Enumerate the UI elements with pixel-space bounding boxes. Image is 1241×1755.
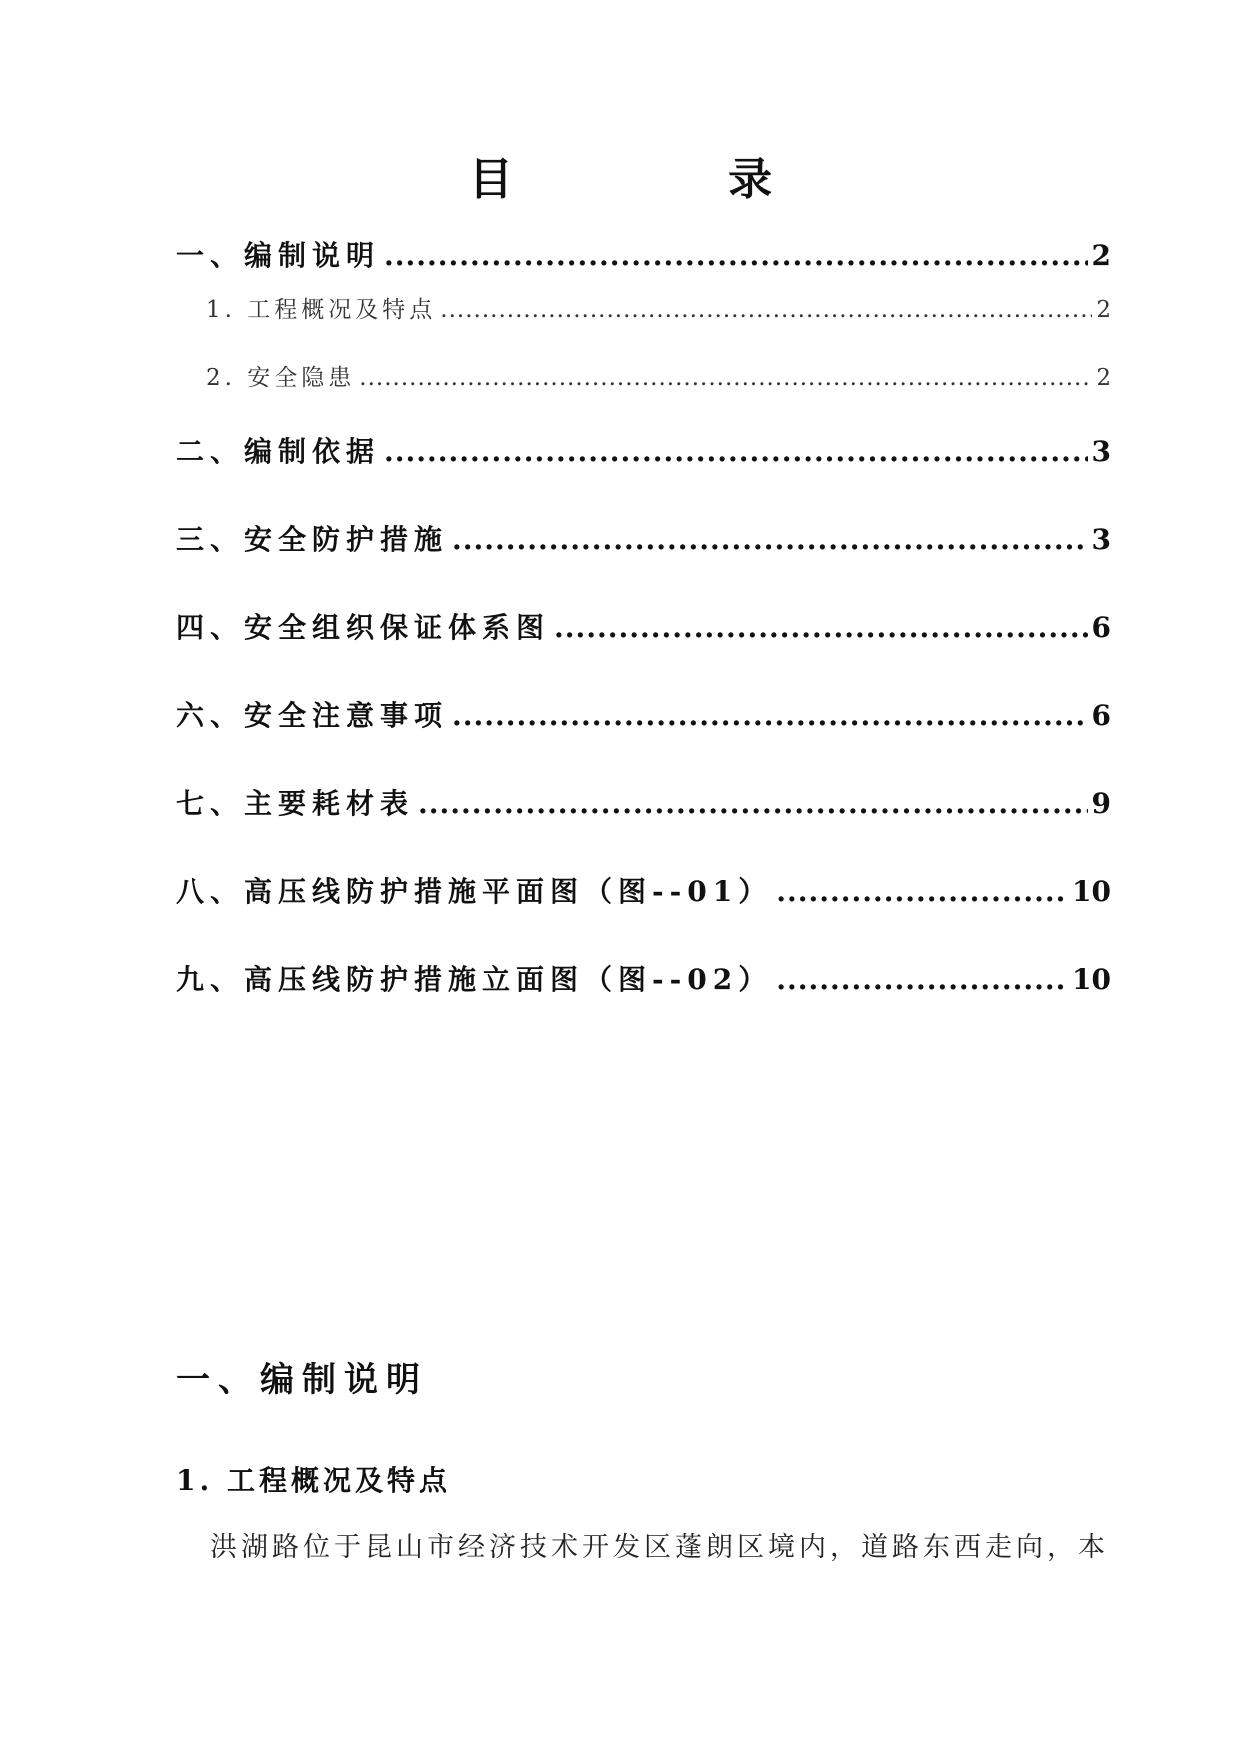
toc-leader-dots [452, 696, 1088, 736]
toc-entry-label: 九、高压线防护措施立面图（图--02） [176, 963, 773, 996]
toc-entry-page: 6 [1091, 611, 1111, 644]
toc-entry[interactable] [176, 608, 1111, 648]
toc-leader-dots [359, 361, 1092, 395]
toc-entry-label: 四、安全组织保证体系图 [176, 611, 551, 644]
toc-entry-page: 3 [1091, 435, 1111, 468]
toc-entry-page: 10 [1072, 963, 1111, 996]
toc-entry-page: 10 [1072, 875, 1111, 908]
toc-subentry[interactable] [176, 361, 1111, 395]
toc-entry-label: 六、安全注意事项 [176, 699, 449, 732]
toc-entry-label: 二、编制依据 [176, 435, 381, 468]
toc-leader-dots [554, 608, 1088, 648]
toc-entry[interactable] [176, 432, 1111, 472]
toc-entry[interactable] [176, 696, 1111, 736]
toc-entry[interactable] [176, 520, 1111, 560]
toc-leader-dots [776, 872, 1068, 912]
toc-entry-page: 2 [1096, 297, 1111, 323]
toc-entry-label: 三、安全防护措施 [176, 523, 449, 556]
toc-leader-dots [440, 293, 1092, 327]
toc-entry[interactable] [176, 236, 1111, 276]
toc-entry-page: 6 [1091, 699, 1111, 732]
toc-entry-page: 9 [1091, 787, 1111, 820]
toc-leader-dots [452, 520, 1088, 560]
toc-leader-dots [384, 432, 1088, 472]
toc-subentry[interactable] [176, 293, 1111, 327]
toc-leader-dots [776, 960, 1068, 1000]
subsection-heading: 1. 工程概况及特点 [176, 1464, 451, 1497]
toc-entry-label: 2. 安全隐患 [206, 365, 356, 391]
toc-title: 目 录 [468, 154, 873, 205]
toc-entry-page: 3 [1091, 523, 1111, 556]
toc-entry[interactable] [176, 784, 1111, 824]
toc-entry-label: 一、编制说明 [176, 239, 381, 272]
toc-entry-page: 2 [1096, 365, 1111, 391]
toc-entry-label: 1. 工程概况及特点 [206, 297, 437, 323]
body-paragraph: 洪湖路位于昆山市经济技术开发区蓬朗区境内，道路东西走向，本 [210, 1532, 1109, 1563]
toc-entry[interactable] [176, 960, 1111, 1000]
section-heading: 一、编制说明 [176, 1360, 428, 1400]
toc-entry[interactable] [176, 872, 1111, 912]
toc-entry-label: 七、主要耗材表 [176, 787, 415, 820]
toc-entry-label: 八、高压线防护措施平面图（图--01） [176, 875, 773, 908]
toc-leader-dots [418, 784, 1088, 824]
toc-entry-page: 2 [1091, 239, 1111, 272]
toc-leader-dots [384, 236, 1088, 276]
